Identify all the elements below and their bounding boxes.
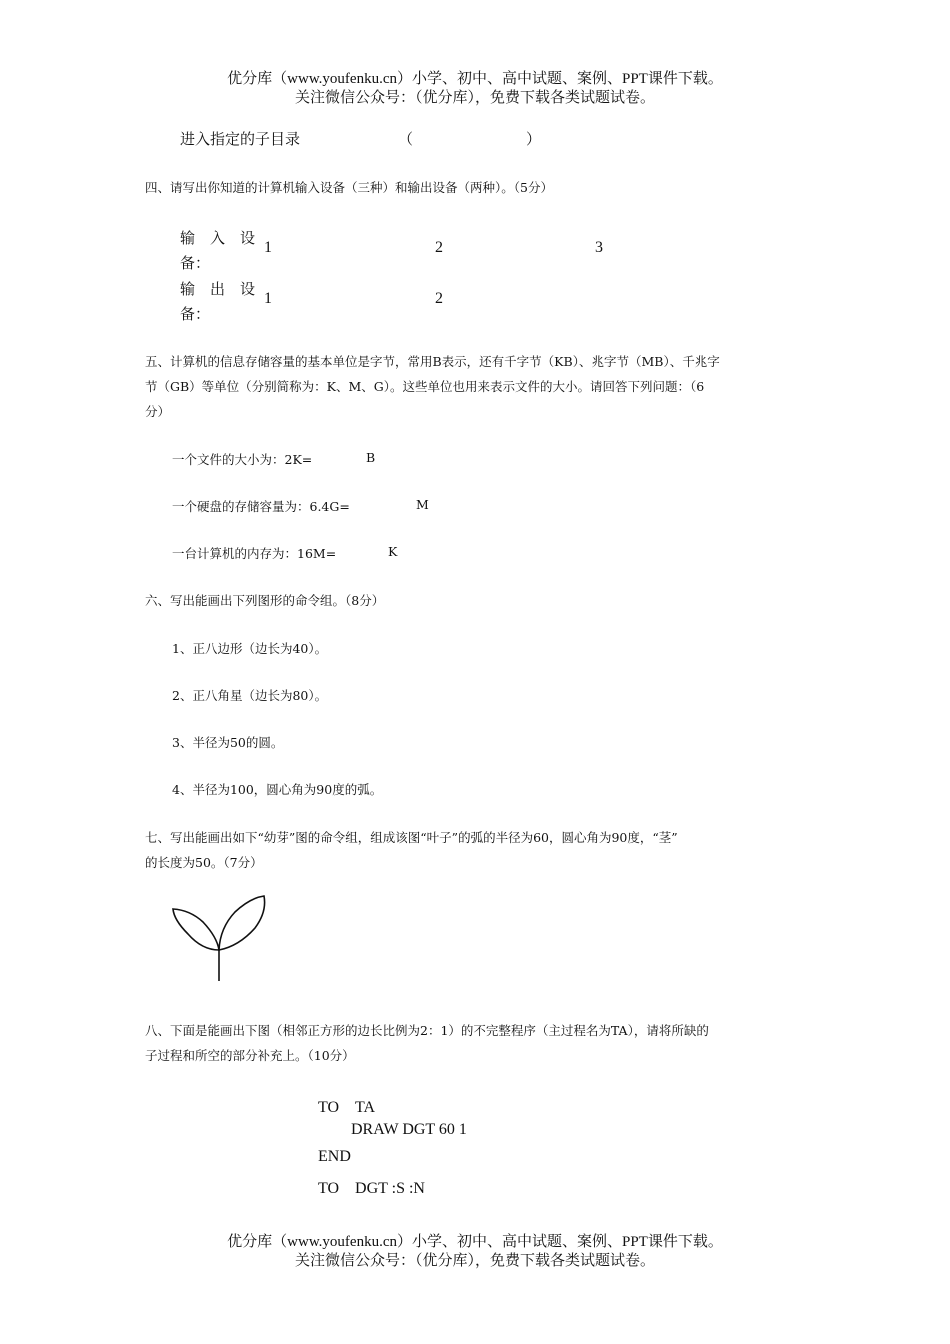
q5-item-3-unit: K	[388, 544, 398, 559]
q8-title-line-1: 八、下面是能画出下图（相邻正方形的边长比例为2：1）的不完整程序（主过程名为TA），请将所缺的	[145, 1023, 709, 1038]
answer-paren-close: ）	[526, 130, 542, 148]
q5-title-line-2: 节（GB）等单位（分别简称为：K、M、G）。这些单位也用来表示文件的大小。请回答下列问题：（6	[145, 379, 705, 394]
left-leaf	[173, 909, 219, 950]
q6-title: 六、写出能画出下列图形的命令组。（8分）	[145, 593, 385, 608]
q7-title-line-1: 七、写出能画出如下“幼芽”图的命令组，组成该图“叶子”的弧的半径为60，圆心角为90度，“茎”	[145, 830, 678, 845]
code-line-3: END	[318, 1148, 351, 1165]
right-leaf	[219, 896, 265, 950]
q5-item-1-unit: B	[366, 450, 376, 465]
q4-input-slot-2: 2	[435, 239, 443, 256]
q5-item-2: 一个硬盘的存储容量为：6.4G=	[172, 499, 350, 514]
q5-title-line-1: 五、计算机的信息存储容量的基本单位是字节，常用B表示，还有千字节（KB）、兆字节（MB）、千兆字	[145, 354, 720, 369]
code-line-2: DRAW DGT 60 1	[351, 1121, 467, 1138]
code-line-1: TO TA	[318, 1099, 376, 1116]
q5-item-3: 一台计算机的内存为：16M=	[172, 546, 337, 561]
q4-input-slot-3: 3	[595, 239, 603, 256]
q5-item-1: 一个文件的大小为：2K=	[172, 452, 313, 467]
q4-output-label-cont: 备：	[180, 305, 211, 323]
q4-input-label-cont: 备：	[180, 254, 211, 272]
q6-item-3: 3、半径为50的圆。	[172, 735, 284, 750]
code-line-4: TO DGT :S :N	[318, 1180, 425, 1197]
header-line-1: 优分库（www.youfenku.cn）小学、初中、高中试题、案例、PPT课件下载。	[227, 71, 723, 87]
header-line-2: 关注微信公众号：（优分库），免费下载各类试题试卷。	[294, 90, 655, 106]
footer-line-1: 优分库（www.youfenku.cn）小学、初中、高中试题、案例、PPT课件下载。	[227, 1234, 723, 1250]
q6-item-4: 4、半径为100，圆心角为90度的弧。	[172, 782, 383, 797]
q4-output-slot-2: 2	[435, 290, 443, 307]
q4-output-label: 输 出 设	[180, 280, 256, 298]
q4-title: 四、请写出你知道的计算机输入设备（三种）和输出设备（两种）。（5分）	[145, 180, 553, 195]
subdir-item-label: 进入指定的子目录	[180, 130, 301, 148]
q5-item-2-unit: M	[416, 497, 429, 512]
q5-title-line-3: 分）	[145, 404, 171, 419]
sprout-figure	[160, 888, 280, 988]
q6-item-1: 1、正八边形（边长为40）。	[172, 641, 328, 656]
q4-input-label: 输 入 设	[180, 229, 256, 247]
q6-item-2: 2、正八角星（边长为80）。	[172, 688, 328, 703]
q8-title-line-2: 子过程和所空的部分补充上。（10分）	[145, 1048, 355, 1063]
q4-output-slot-1: 1	[264, 290, 272, 307]
footer-line-2: 关注微信公众号：（优分库），免费下载各类试题试卷。	[294, 1253, 655, 1269]
q7-title-line-2: 的长度为50。（7分）	[145, 855, 263, 870]
q4-input-slot-1: 1	[264, 239, 272, 256]
answer-paren-open: （	[398, 130, 414, 148]
